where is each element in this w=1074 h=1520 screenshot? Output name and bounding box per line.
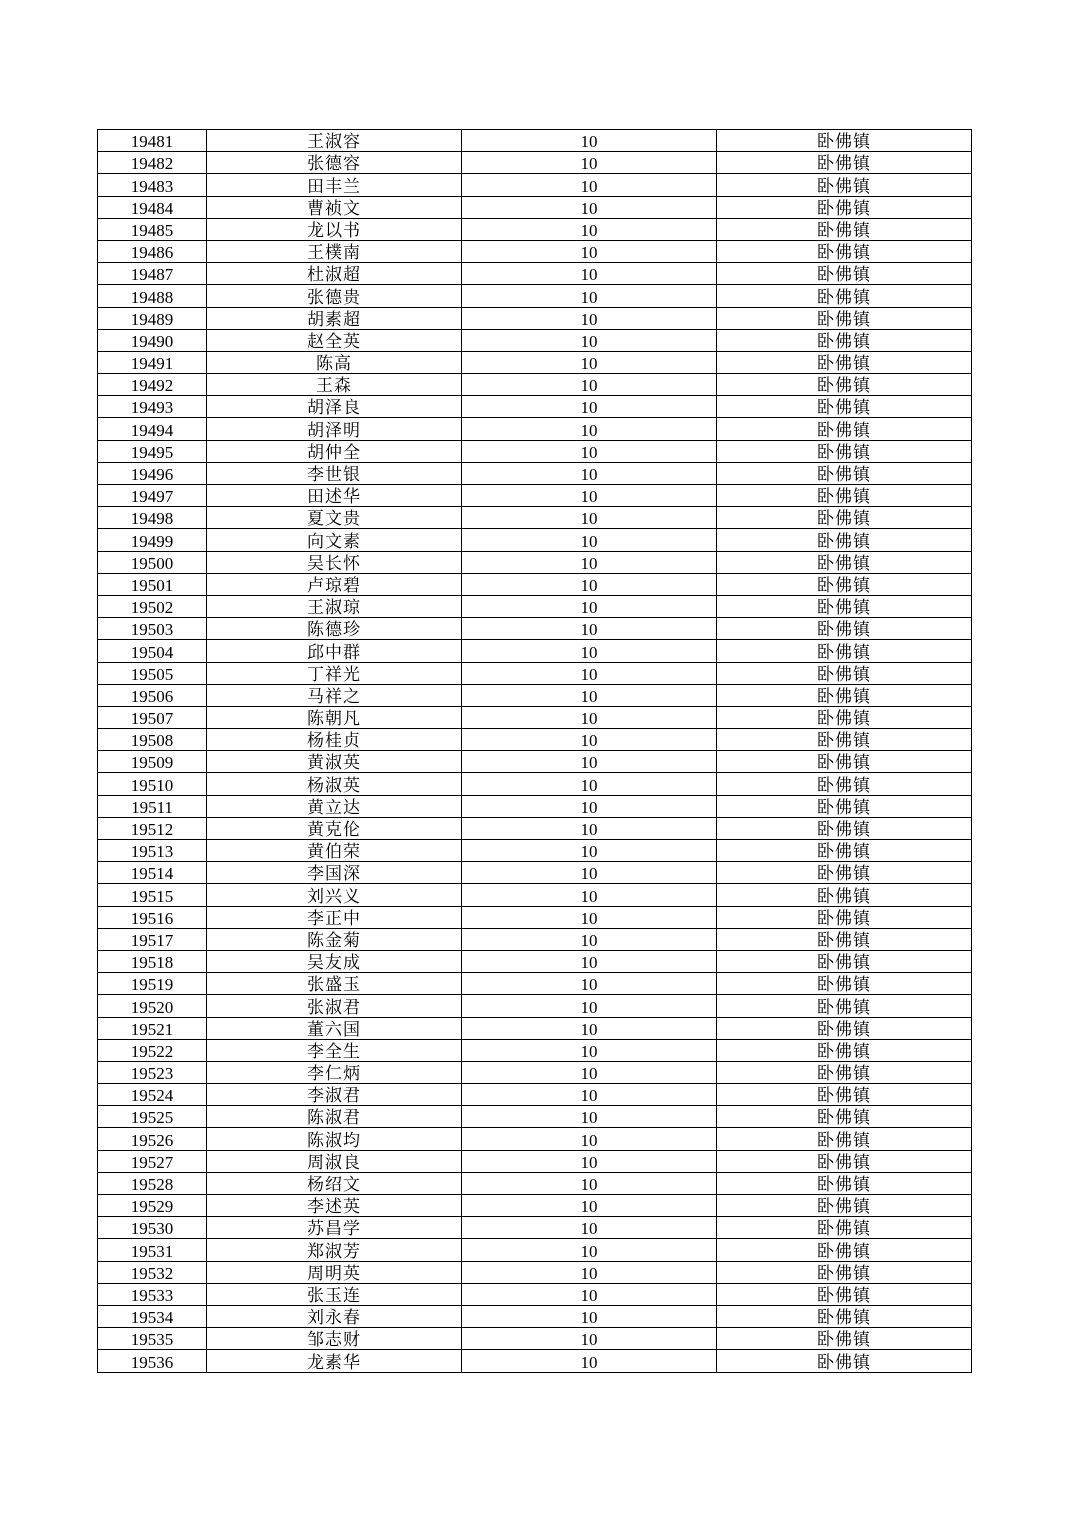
person-name-cell: 李正中	[207, 906, 462, 928]
row-number-cell: 19526	[98, 1128, 207, 1150]
person-name-cell: 李国深	[207, 862, 462, 884]
row-number-cell: 19500	[98, 551, 207, 573]
amount-cell: 10	[462, 1195, 717, 1217]
amount-cell: 10	[462, 240, 717, 262]
person-name-cell: 王淑容	[207, 130, 462, 152]
amount-cell: 10	[462, 1150, 717, 1172]
row-number-cell: 19485	[98, 218, 207, 240]
town-cell: 卧佛镇	[717, 1217, 972, 1239]
row-number-cell: 19511	[98, 795, 207, 817]
person-name-cell: 黄淑英	[207, 751, 462, 773]
town-cell: 卧佛镇	[717, 329, 972, 351]
table-row	[98, 218, 972, 240]
town-cell: 卧佛镇	[717, 507, 972, 529]
amount-cell: 10	[462, 995, 717, 1017]
amount-cell: 10	[462, 152, 717, 174]
town-cell: 卧佛镇	[717, 1283, 972, 1305]
person-name-cell: 杜淑超	[207, 263, 462, 285]
table-row	[98, 1106, 972, 1128]
table-row	[98, 662, 972, 684]
table-row	[98, 595, 972, 617]
amount-cell: 10	[462, 418, 717, 440]
table-row	[98, 795, 972, 817]
person-name-cell: 陈德珍	[207, 618, 462, 640]
amount-cell: 10	[462, 1239, 717, 1261]
person-name-cell: 李世银	[207, 462, 462, 484]
person-name-cell: 胡仲全	[207, 440, 462, 462]
amount-cell: 10	[462, 1106, 717, 1128]
table-row	[98, 1239, 972, 1261]
table-row	[98, 773, 972, 795]
town-cell: 卧佛镇	[717, 418, 972, 440]
town-cell: 卧佛镇	[717, 1061, 972, 1083]
row-number-cell: 19484	[98, 196, 207, 218]
table-row	[98, 1017, 972, 1039]
person-name-cell: 卢琼碧	[207, 573, 462, 595]
amount-cell: 10	[462, 662, 717, 684]
table-row	[98, 1128, 972, 1150]
town-cell: 卧佛镇	[717, 618, 972, 640]
row-number-cell: 19503	[98, 618, 207, 640]
amount-cell: 10	[462, 1039, 717, 1061]
row-number-cell: 19507	[98, 706, 207, 728]
town-cell: 卧佛镇	[717, 773, 972, 795]
person-name-cell: 王樸南	[207, 240, 462, 262]
town-cell: 卧佛镇	[717, 729, 972, 751]
amount-cell: 10	[462, 1017, 717, 1039]
table-row	[98, 551, 972, 573]
amount-cell: 10	[462, 1061, 717, 1083]
row-number-cell: 19515	[98, 884, 207, 906]
row-number-cell: 19490	[98, 329, 207, 351]
person-name-cell: 周明英	[207, 1261, 462, 1283]
amount-cell: 10	[462, 507, 717, 529]
person-name-cell: 李仁炳	[207, 1061, 462, 1083]
amount-cell: 10	[462, 795, 717, 817]
roster-table-body	[98, 130, 972, 1373]
row-number-cell: 19482	[98, 152, 207, 174]
table-row	[98, 640, 972, 662]
person-name-cell: 周淑良	[207, 1150, 462, 1172]
town-cell: 卧佛镇	[717, 152, 972, 174]
town-cell: 卧佛镇	[717, 174, 972, 196]
row-number-cell: 19519	[98, 973, 207, 995]
town-cell: 卧佛镇	[717, 263, 972, 285]
table-row	[98, 1172, 972, 1194]
amount-cell: 10	[462, 729, 717, 751]
amount-cell: 10	[462, 1305, 717, 1327]
town-cell: 卧佛镇	[717, 1350, 972, 1372]
town-cell: 卧佛镇	[717, 440, 972, 462]
table-row	[98, 862, 972, 884]
table-row	[98, 462, 972, 484]
person-name-cell: 杨绍文	[207, 1172, 462, 1194]
table-row	[98, 1305, 972, 1327]
table-row	[98, 240, 972, 262]
table-row	[98, 817, 972, 839]
row-number-cell: 19527	[98, 1150, 207, 1172]
amount-cell: 10	[462, 485, 717, 507]
person-name-cell: 黄伯荣	[207, 840, 462, 862]
person-name-cell: 赵全英	[207, 329, 462, 351]
person-name-cell: 陈金菊	[207, 928, 462, 950]
amount-cell: 10	[462, 884, 717, 906]
row-number-cell: 19528	[98, 1172, 207, 1194]
row-number-cell: 19529	[98, 1195, 207, 1217]
row-number-cell: 19481	[98, 130, 207, 152]
table-row	[98, 1061, 972, 1083]
table-row	[98, 1195, 972, 1217]
row-number-cell: 19516	[98, 906, 207, 928]
row-number-cell: 19512	[98, 817, 207, 839]
table-row	[98, 950, 972, 972]
row-number-cell: 19499	[98, 529, 207, 551]
row-number-cell: 19504	[98, 640, 207, 662]
person-name-cell: 田述华	[207, 485, 462, 507]
person-name-cell: 刘兴义	[207, 884, 462, 906]
amount-cell: 10	[462, 374, 717, 396]
town-cell: 卧佛镇	[717, 684, 972, 706]
table-row	[98, 1350, 972, 1372]
person-name-cell: 陈淑君	[207, 1106, 462, 1128]
person-name-cell: 李全生	[207, 1039, 462, 1061]
town-cell: 卧佛镇	[717, 1195, 972, 1217]
table-row	[98, 1039, 972, 1061]
row-number-cell: 19486	[98, 240, 207, 262]
person-name-cell: 杨桂贞	[207, 729, 462, 751]
town-cell: 卧佛镇	[717, 640, 972, 662]
roster-table	[97, 129, 972, 1373]
town-cell: 卧佛镇	[717, 662, 972, 684]
town-cell: 卧佛镇	[717, 1261, 972, 1283]
row-number-cell: 19522	[98, 1039, 207, 1061]
table-row	[98, 973, 972, 995]
table-row	[98, 374, 972, 396]
amount-cell: 10	[462, 928, 717, 950]
person-name-cell: 胡泽良	[207, 396, 462, 418]
table-row	[98, 884, 972, 906]
town-cell: 卧佛镇	[717, 1128, 972, 1150]
town-cell: 卧佛镇	[717, 706, 972, 728]
person-name-cell: 李述英	[207, 1195, 462, 1217]
person-name-cell: 胡素超	[207, 307, 462, 329]
row-number-cell: 19505	[98, 662, 207, 684]
person-name-cell: 曹祯文	[207, 196, 462, 218]
row-number-cell: 19533	[98, 1283, 207, 1305]
person-name-cell: 夏文贵	[207, 507, 462, 529]
town-cell: 卧佛镇	[717, 529, 972, 551]
town-cell: 卧佛镇	[717, 795, 972, 817]
amount-cell: 10	[462, 862, 717, 884]
amount-cell: 10	[462, 1172, 717, 1194]
person-name-cell: 马祥之	[207, 684, 462, 706]
person-name-cell: 田丰兰	[207, 174, 462, 196]
amount-cell: 10	[462, 218, 717, 240]
amount-cell: 10	[462, 196, 717, 218]
amount-cell: 10	[462, 551, 717, 573]
row-number-cell: 19493	[98, 396, 207, 418]
amount-cell: 10	[462, 1283, 717, 1305]
town-cell: 卧佛镇	[717, 1172, 972, 1194]
town-cell: 卧佛镇	[717, 595, 972, 617]
person-name-cell: 李淑君	[207, 1084, 462, 1106]
table-row	[98, 418, 972, 440]
row-number-cell: 19523	[98, 1061, 207, 1083]
table-row	[98, 618, 972, 640]
town-cell: 卧佛镇	[717, 374, 972, 396]
person-name-cell: 郑淑芳	[207, 1239, 462, 1261]
town-cell: 卧佛镇	[717, 573, 972, 595]
row-number-cell: 19535	[98, 1328, 207, 1350]
amount-cell: 10	[462, 573, 717, 595]
town-cell: 卧佛镇	[717, 950, 972, 972]
row-number-cell: 19491	[98, 351, 207, 373]
town-cell: 卧佛镇	[717, 551, 972, 573]
table-row	[98, 485, 972, 507]
table-row	[98, 329, 972, 351]
table-row	[98, 1283, 972, 1305]
amount-cell: 10	[462, 462, 717, 484]
row-number-cell: 19496	[98, 462, 207, 484]
town-cell: 卧佛镇	[717, 1150, 972, 1172]
person-name-cell: 陈朝凡	[207, 706, 462, 728]
amount-cell: 10	[462, 1128, 717, 1150]
person-name-cell: 黄立达	[207, 795, 462, 817]
table-row	[98, 440, 972, 462]
row-number-cell: 19489	[98, 307, 207, 329]
person-name-cell: 杨淑英	[207, 773, 462, 795]
town-cell: 卧佛镇	[717, 196, 972, 218]
row-number-cell: 19488	[98, 285, 207, 307]
table-row	[98, 1328, 972, 1350]
amount-cell: 10	[462, 130, 717, 152]
amount-cell: 10	[462, 1261, 717, 1283]
town-cell: 卧佛镇	[717, 462, 972, 484]
town-cell: 卧佛镇	[717, 973, 972, 995]
row-number-cell: 19501	[98, 573, 207, 595]
person-name-cell: 龙以书	[207, 218, 462, 240]
amount-cell: 10	[462, 706, 717, 728]
town-cell: 卧佛镇	[717, 1328, 972, 1350]
amount-cell: 10	[462, 973, 717, 995]
row-number-cell: 19506	[98, 684, 207, 706]
amount-cell: 10	[462, 684, 717, 706]
row-number-cell: 19510	[98, 773, 207, 795]
row-number-cell: 19509	[98, 751, 207, 773]
person-name-cell: 王淑琼	[207, 595, 462, 617]
table-row	[98, 729, 972, 751]
row-number-cell: 19502	[98, 595, 207, 617]
person-name-cell: 胡泽明	[207, 418, 462, 440]
town-cell: 卧佛镇	[717, 240, 972, 262]
person-name-cell: 吴长怀	[207, 551, 462, 573]
town-cell: 卧佛镇	[717, 1017, 972, 1039]
row-number-cell: 19525	[98, 1106, 207, 1128]
amount-cell: 10	[462, 1328, 717, 1350]
row-number-cell: 19530	[98, 1217, 207, 1239]
person-name-cell: 董六国	[207, 1017, 462, 1039]
amount-cell: 10	[462, 329, 717, 351]
person-name-cell: 王森	[207, 374, 462, 396]
table-row	[98, 906, 972, 928]
amount-cell: 10	[462, 840, 717, 862]
town-cell: 卧佛镇	[717, 130, 972, 152]
person-name-cell: 黄克伦	[207, 817, 462, 839]
person-name-cell: 邱中群	[207, 640, 462, 662]
table-row	[98, 1150, 972, 1172]
row-number-cell: 19534	[98, 1305, 207, 1327]
town-cell: 卧佛镇	[717, 307, 972, 329]
person-name-cell: 张淑君	[207, 995, 462, 1017]
person-name-cell: 龙素华	[207, 1350, 462, 1372]
person-name-cell: 刘永春	[207, 1305, 462, 1327]
table-row	[98, 152, 972, 174]
town-cell: 卧佛镇	[717, 1039, 972, 1061]
table-row	[98, 529, 972, 551]
amount-cell: 10	[462, 1217, 717, 1239]
table-row	[98, 684, 972, 706]
table-row	[98, 130, 972, 152]
row-number-cell: 19492	[98, 374, 207, 396]
town-cell: 卧佛镇	[717, 1106, 972, 1128]
town-cell: 卧佛镇	[717, 1239, 972, 1261]
table-row	[98, 1084, 972, 1106]
person-name-cell: 陈淑均	[207, 1128, 462, 1150]
amount-cell: 10	[462, 773, 717, 795]
row-number-cell: 19536	[98, 1350, 207, 1372]
table-row	[98, 196, 972, 218]
row-number-cell: 19483	[98, 174, 207, 196]
town-cell: 卧佛镇	[717, 218, 972, 240]
amount-cell: 10	[462, 396, 717, 418]
row-number-cell: 19494	[98, 418, 207, 440]
table-row	[98, 263, 972, 285]
table-row	[98, 351, 972, 373]
town-cell: 卧佛镇	[717, 396, 972, 418]
table-row	[98, 840, 972, 862]
amount-cell: 10	[462, 529, 717, 551]
town-cell: 卧佛镇	[717, 862, 972, 884]
town-cell: 卧佛镇	[717, 995, 972, 1017]
row-number-cell: 19531	[98, 1239, 207, 1261]
row-number-cell: 19513	[98, 840, 207, 862]
table-row	[98, 396, 972, 418]
row-number-cell: 19518	[98, 950, 207, 972]
table-row	[98, 928, 972, 950]
row-number-cell: 19487	[98, 263, 207, 285]
row-number-cell: 19532	[98, 1261, 207, 1283]
row-number-cell: 19524	[98, 1084, 207, 1106]
person-name-cell: 向文素	[207, 529, 462, 551]
amount-cell: 10	[462, 751, 717, 773]
table-row	[98, 995, 972, 1017]
person-name-cell: 张玉连	[207, 1283, 462, 1305]
town-cell: 卧佛镇	[717, 751, 972, 773]
table-row	[98, 285, 972, 307]
amount-cell: 10	[462, 263, 717, 285]
table-row	[98, 1217, 972, 1239]
person-name-cell: 张盛玉	[207, 973, 462, 995]
person-name-cell: 张德容	[207, 152, 462, 174]
town-cell: 卧佛镇	[717, 817, 972, 839]
amount-cell: 10	[462, 307, 717, 329]
person-name-cell: 邹志财	[207, 1328, 462, 1350]
table-row	[98, 706, 972, 728]
table-row	[98, 751, 972, 773]
amount-cell: 10	[462, 817, 717, 839]
amount-cell: 10	[462, 640, 717, 662]
table-row	[98, 507, 972, 529]
amount-cell: 10	[462, 440, 717, 462]
amount-cell: 10	[462, 1084, 717, 1106]
table-row	[98, 307, 972, 329]
amount-cell: 10	[462, 618, 717, 640]
row-number-cell: 19498	[98, 507, 207, 529]
town-cell: 卧佛镇	[717, 840, 972, 862]
row-number-cell: 19508	[98, 729, 207, 751]
town-cell: 卧佛镇	[717, 1305, 972, 1327]
amount-cell: 10	[462, 351, 717, 373]
amount-cell: 10	[462, 950, 717, 972]
person-name-cell: 苏昌学	[207, 1217, 462, 1239]
row-number-cell: 19514	[98, 862, 207, 884]
amount-cell: 10	[462, 906, 717, 928]
row-number-cell: 19520	[98, 995, 207, 1017]
table-row	[98, 573, 972, 595]
amount-cell: 10	[462, 595, 717, 617]
amount-cell: 10	[462, 1350, 717, 1372]
person-name-cell: 吴友成	[207, 950, 462, 972]
town-cell: 卧佛镇	[717, 1084, 972, 1106]
person-name-cell: 丁祥光	[207, 662, 462, 684]
town-cell: 卧佛镇	[717, 485, 972, 507]
row-number-cell: 19497	[98, 485, 207, 507]
table-row	[98, 174, 972, 196]
person-name-cell: 张德贵	[207, 285, 462, 307]
row-number-cell: 19521	[98, 1017, 207, 1039]
person-name-cell: 陈高	[207, 351, 462, 373]
town-cell: 卧佛镇	[717, 884, 972, 906]
town-cell: 卧佛镇	[717, 928, 972, 950]
row-number-cell: 19495	[98, 440, 207, 462]
amount-cell: 10	[462, 285, 717, 307]
row-number-cell: 19517	[98, 928, 207, 950]
town-cell: 卧佛镇	[717, 906, 972, 928]
amount-cell: 10	[462, 174, 717, 196]
town-cell: 卧佛镇	[717, 285, 972, 307]
town-cell: 卧佛镇	[717, 351, 972, 373]
table-row	[98, 1261, 972, 1283]
